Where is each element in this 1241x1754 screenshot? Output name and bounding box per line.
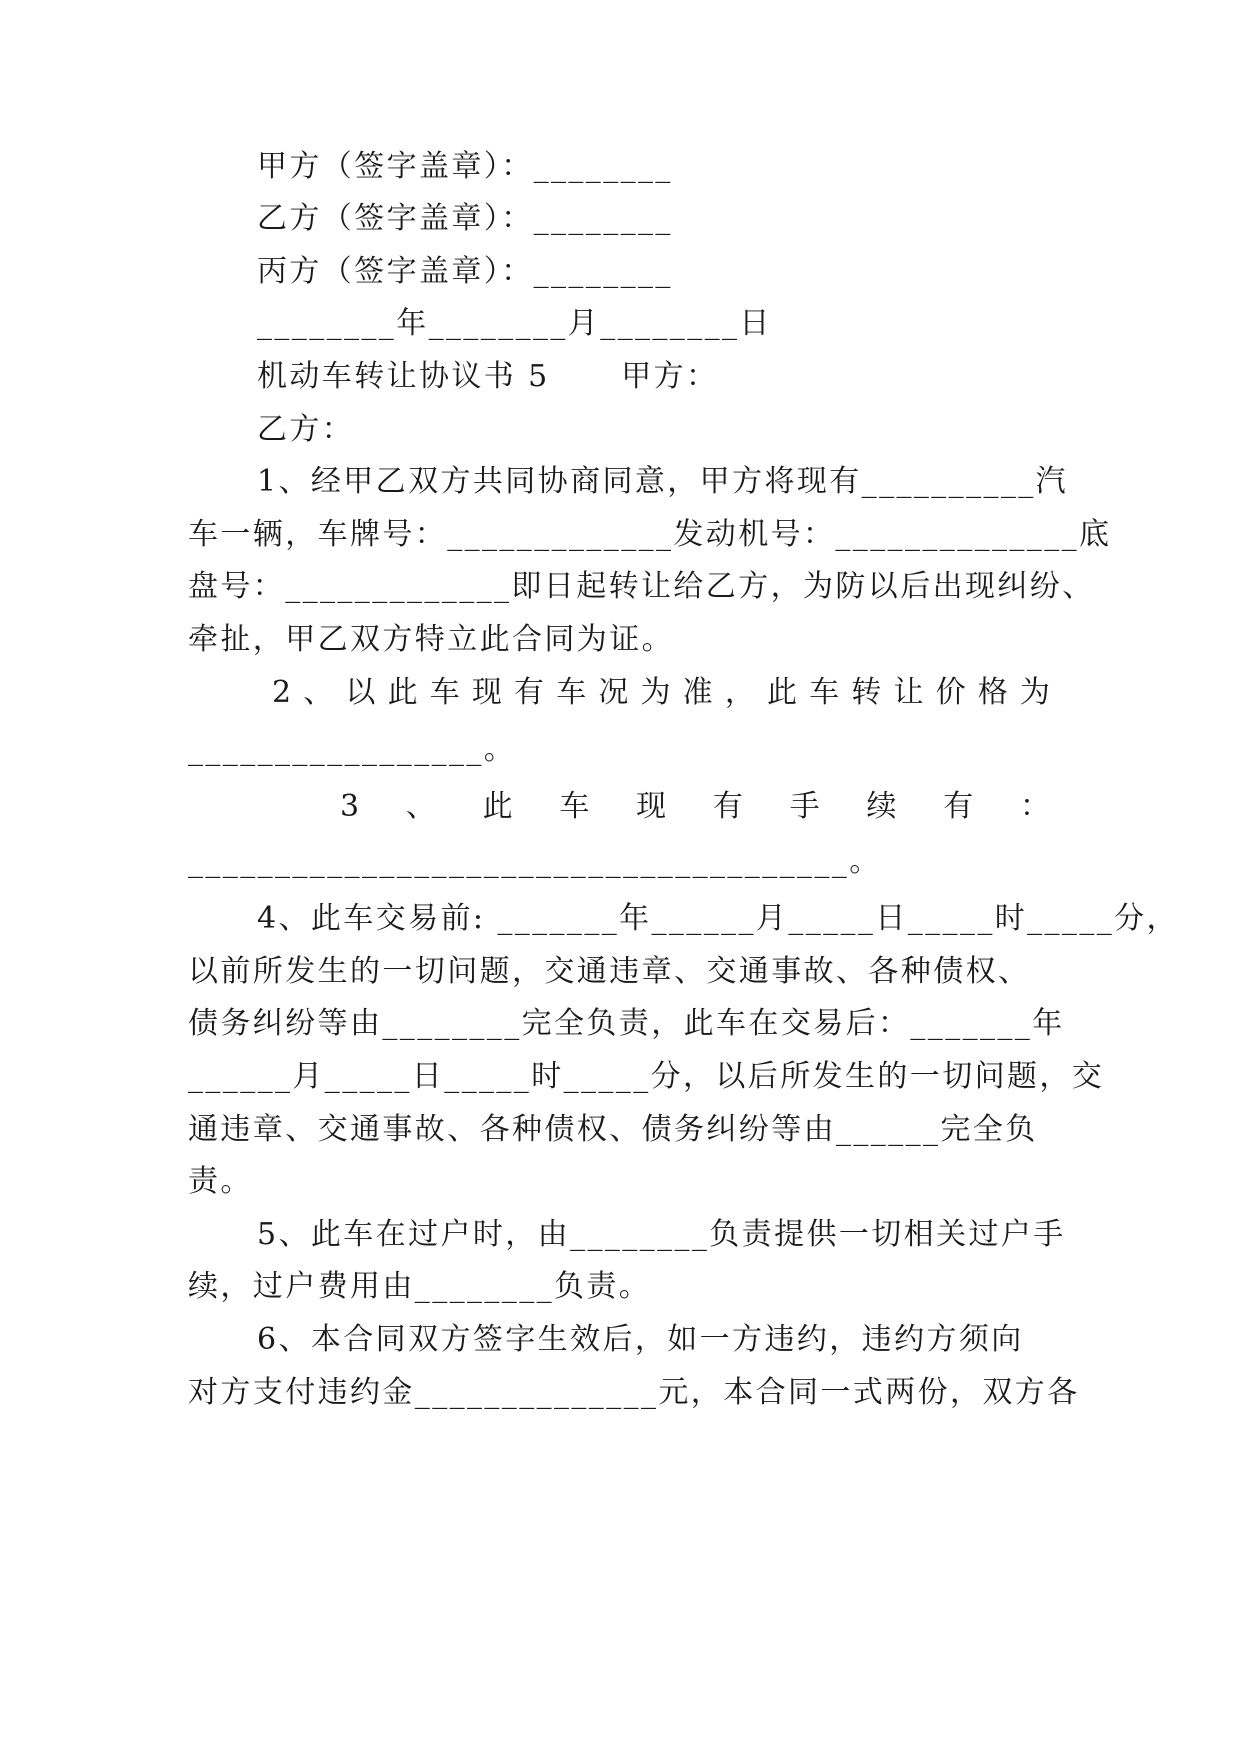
- clause-6-line-2: 对方支付违约金______________元，本合同一式两份，双方各: [188, 1375, 1080, 1410]
- char: 、: [303, 675, 334, 710]
- char: 有: [943, 789, 974, 824]
- clause-1-line-2: 车一辆，车牌号：_____________发动机号：______________底: [188, 517, 1112, 552]
- party-a-signature-line: 甲方（签字盖章）：________: [257, 149, 673, 184]
- clause-4-line-2: 以前所发生的一切问题，交通违章、交通事故、各种债权、: [188, 954, 1031, 989]
- char: 续: [866, 789, 897, 824]
- char: 车: [429, 675, 460, 710]
- clause-1-line-4: 牵扯，甲乙双方特立此合同为证。: [188, 622, 674, 657]
- char: 车: [556, 675, 587, 710]
- char: 格: [977, 675, 1008, 710]
- char: 此: [766, 675, 797, 710]
- char: 2: [272, 675, 292, 710]
- char: 以: [345, 675, 376, 710]
- char: 准: [682, 675, 713, 710]
- clause-6-line-1: 6、本合同双方签字生效后，如一方违约，违约方须向: [257, 1322, 1024, 1357]
- char: 现: [471, 675, 502, 710]
- char: 为: [640, 675, 671, 710]
- char: 、: [405, 789, 436, 824]
- char: 3: [340, 789, 360, 824]
- char: 让: [893, 675, 924, 710]
- clause-1-line-1: 1、经甲乙双方共同协商同意，甲方将现有__________汽: [257, 464, 1069, 499]
- clause-5-line-1: 5、此车在过户时，由________负责提供一切相关过户手: [257, 1217, 1066, 1252]
- clause-4-line-5: 通违章、交通事故、各种债权、债务纠纷等由______完全负: [188, 1112, 1038, 1147]
- clause-1-line-3: 盘号：_____________即日起转让给乙方，为防以后出现纠纷、: [188, 569, 1095, 604]
- char: ：: [1019, 789, 1050, 824]
- char: 车: [809, 675, 840, 710]
- clause-4-line-3: 债务纠纷等由________完全负责，此车在交易后：_______年: [188, 1006, 1065, 1041]
- date-line: ________年________月________日: [257, 306, 772, 341]
- char: 手: [789, 789, 820, 824]
- char: 此: [387, 675, 418, 710]
- char: 价: [935, 675, 966, 710]
- clause-4-line-4: ______月_____日_____时_____分，以后所发生的一切问题，交: [188, 1059, 1105, 1094]
- clause-2-line-2: _________________。: [188, 732, 517, 767]
- clause-5-line-2: 续，过户费用由________负责。: [188, 1269, 652, 1304]
- clause-4-line-6: 责。: [188, 1164, 253, 1199]
- char: 现: [636, 789, 667, 824]
- char: 有: [712, 789, 743, 824]
- clause-2-line-1: [272, 673, 1050, 713]
- agreement-title-line: 机动车转让协议书 5 甲方：: [257, 359, 719, 394]
- char: 车: [559, 789, 590, 824]
- char: 转: [851, 675, 882, 710]
- char: ，: [724, 675, 755, 710]
- clause-3-line-1: [340, 787, 1050, 827]
- party-b-signature-line: 乙方（签字盖章）：________: [257, 201, 673, 236]
- party-c-signature-line: 丙方（签字盖章）：________: [257, 254, 673, 289]
- party-b-label: 乙方：: [257, 412, 355, 447]
- char: 况: [598, 675, 629, 710]
- clause-4-line-1: 4、此车交易前: _______年______月_____日_____时_____分，: [257, 901, 1179, 936]
- char: 有: [514, 675, 545, 710]
- clause-3-line-2: ______________________________________。: [188, 844, 882, 879]
- char: 为: [1019, 675, 1050, 710]
- char: 此: [482, 789, 513, 824]
